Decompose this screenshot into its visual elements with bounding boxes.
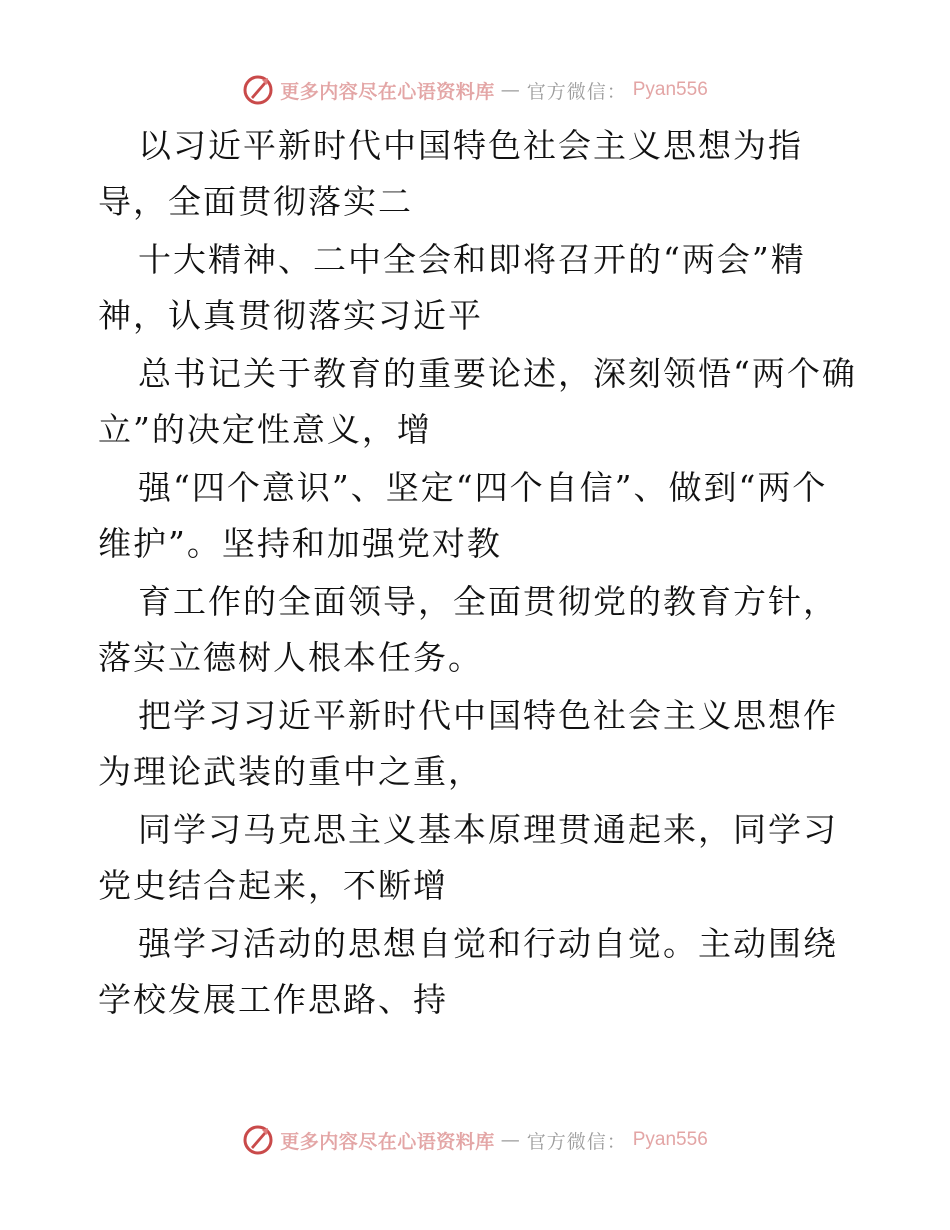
footer-watermark [0,1122,950,1158]
watermark-brand: 更多内容尽在心语资料库 [280,80,495,103]
watermark-label: 官方微信： [526,1130,627,1153]
paragraph-4: 强“四个意识”、坚定“四个自信”、做到“两个维护”。坚持和加强党对教 [98,468,828,563]
paragraph-3: 总书记关于教育的重要论述，深刻领悟“两个确立”的决定性意义，增 [98,354,857,449]
document-body [98,118,858,1030]
paragraph-2: 十大精神、二中全会和即将召开的“两会”精神，认真贯彻落实习近平 [98,240,806,335]
paragraph-1: 以习近平新时代中国特色社会主义思想为指导，全面贯彻落实二 [98,126,803,221]
watermark-wechat-id: Pyan556 [632,79,708,100]
watermark-label: 官方微信： [526,80,627,103]
quill-logo-icon [242,74,274,106]
watermark-dash: — [500,79,521,101]
header-watermark [0,72,950,108]
paragraph-6: 把学习习近平新时代中国特色社会主义思想作为理论武装的重中之重， [98,696,838,791]
quill-logo-icon [242,1124,274,1156]
watermark-wechat-id: Pyan556 [632,1129,708,1150]
paragraph-7: 同学习马克思主义基本原理贯通起来，同学习党史结合起来，不断增 [98,810,838,905]
watermark-dash: — [500,1129,521,1151]
paragraph-8: 强学习活动的思想自觉和行动自觉。主动围绕学校发展工作思路、持 [98,924,838,1019]
paragraph-5: 育工作的全面领导，全面贯彻党的教育方针，落实立德树人根本任务。 [98,582,838,677]
watermark-brand: 更多内容尽在心语资料库 [280,1130,495,1153]
